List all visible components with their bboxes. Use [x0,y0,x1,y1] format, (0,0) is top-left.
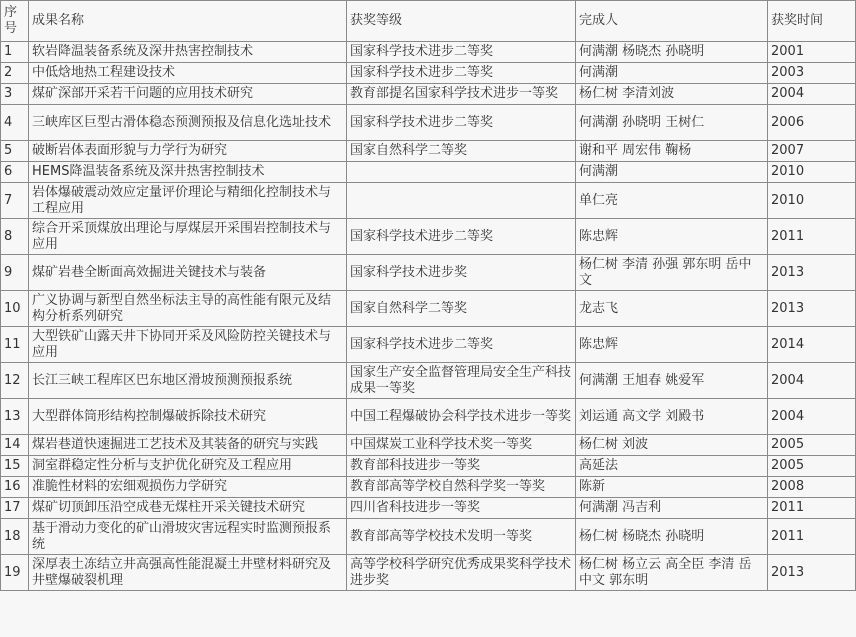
cell-name: 岩体爆破震动效应定量评价理论与精细化控制技术与工程应用 [29,183,347,219]
cell-year: 2001 [768,42,856,63]
cell-level: 中国工程爆破协会科学技术进步一等奖 [347,399,576,435]
cell-people: 何满潮 杨晓杰 孙晓明 [576,42,768,63]
cell-year: 2004 [768,399,856,435]
cell-people: 杨仁树 杨立云 高全臣 李清 岳中文 郭东明 [576,555,768,591]
cell-level: 国家科学技术进步二等奖 [347,327,576,363]
cell-no: 5 [1,141,29,162]
cell-people: 刘运通 高文学 刘殿书 [576,399,768,435]
cell-no: 7 [1,183,29,219]
cell-level: 教育部提名国家科学技术进步一等奖 [347,84,576,105]
cell-name: 基于滑动力变化的矿山滑坡灾害远程实时监测预报系统 [29,519,347,555]
cell-name: 煤岩巷道快速掘进工艺技术及其装备的研究与实践 [29,435,347,456]
cell-level: 教育部高等学校技术发明一等奖 [347,519,576,555]
cell-year: 2003 [768,63,856,84]
header-level: 获奖等级 [347,1,576,42]
cell-level [347,183,576,219]
cell-year: 2008 [768,477,856,498]
cell-year: 2006 [768,105,856,141]
cell-people: 杨仁树 刘波 [576,435,768,456]
cell-no: 16 [1,477,29,498]
cell-no: 17 [1,498,29,519]
cell-people: 杨仁树 杨晓杰 孙晓明 [576,519,768,555]
cell-year: 2014 [768,327,856,363]
cell-name: 中低焓地热工程建设技术 [29,63,347,84]
table-row [1,555,856,591]
cell-no: 11 [1,327,29,363]
table-row [1,399,856,435]
cell-level: 国家自然科学二等奖 [347,141,576,162]
table-row [1,519,856,555]
table-row [1,456,856,477]
cell-year: 2013 [768,255,856,291]
cell-year: 2011 [768,219,856,255]
table-header-row [1,1,856,42]
header-no: 序号 [1,1,29,42]
cell-year: 2010 [768,183,856,219]
table-row [1,363,856,399]
table-row [1,162,856,183]
cell-no: 19 [1,555,29,591]
cell-level: 国家科学技术进步奖 [347,255,576,291]
table-row [1,63,856,84]
cell-level: 国家科学技术进步二等奖 [347,63,576,84]
cell-level: 高等学校科学研究优秀成果奖科学技术进步奖 [347,555,576,591]
cell-year: 2013 [768,291,856,327]
header-people: 完成人 [576,1,768,42]
cell-people: 何满潮 冯吉利 [576,498,768,519]
cell-name: 洞室群稳定性分析与支护优化研究及工程应用 [29,456,347,477]
cell-name: 三峡库区巨型古滑体稳态预测预报及信息化选址技术 [29,105,347,141]
cell-name: 破断岩体表面形貌与力学行为研究 [29,141,347,162]
cell-no: 15 [1,456,29,477]
cell-name: 软岩降温装备系统及深井热害控制技术 [29,42,347,63]
header-year: 获奖时间 [768,1,856,42]
cell-name: 大型群体筒形结构控制爆破拆除技术研究 [29,399,347,435]
cell-level: 国家科学技术进步二等奖 [347,42,576,63]
cell-no: 4 [1,105,29,141]
cell-level: 国家科学技术进步二等奖 [347,105,576,141]
cell-year: 2010 [768,162,856,183]
cell-people: 陈新 [576,477,768,498]
cell-people: 何满潮 王旭春 姚爱军 [576,363,768,399]
cell-level: 国家科学技术进步二等奖 [347,219,576,255]
cell-people: 何满潮 [576,63,768,84]
cell-level [347,162,576,183]
table-row [1,84,856,105]
cell-year: 2007 [768,141,856,162]
cell-name: 大型铁矿山露天井下协同开采及风险防控关键技术与应用 [29,327,347,363]
table-row [1,183,856,219]
cell-year: 2005 [768,435,856,456]
cell-name: 煤矿切顶卸压沿空成巷无煤柱开采关键技术研究 [29,498,347,519]
cell-level: 四川省科技进步一等奖 [347,498,576,519]
cell-no: 13 [1,399,29,435]
table-row [1,498,856,519]
header-name: 成果名称 [29,1,347,42]
table-row [1,291,856,327]
cell-no: 8 [1,219,29,255]
table-row [1,327,856,363]
cell-no: 18 [1,519,29,555]
table-row [1,141,856,162]
cell-year: 2011 [768,519,856,555]
cell-people: 何满潮 孙晓明 王树仁 [576,105,768,141]
cell-year: 2011 [768,498,856,519]
cell-name: 煤矿岩巷全断面高效掘进关键技术与装备 [29,255,347,291]
cell-level: 教育部高等学校自然科学奖一等奖 [347,477,576,498]
cell-people: 龙志飞 [576,291,768,327]
cell-no: 10 [1,291,29,327]
table-row [1,255,856,291]
cell-people: 谢和平 周宏伟 鞠杨 [576,141,768,162]
cell-year: 2013 [768,555,856,591]
cell-level: 国家生产安全监督管理局安全生产科技成果一等奖 [347,363,576,399]
cell-level: 教育部科技进步一等奖 [347,456,576,477]
cell-level: 中国煤炭工业科学技术奖一等奖 [347,435,576,456]
cell-level: 国家自然科学二等奖 [347,291,576,327]
cell-people: 高延法 [576,456,768,477]
cell-people: 陈忠辉 [576,219,768,255]
cell-people: 杨仁树 李清刘波 [576,84,768,105]
cell-name: 综合开采顶煤放出理论与厚煤层开采围岩控制技术与应用 [29,219,347,255]
cell-name: 广义协调与新型自然坐标法主导的高性能有限元及结构分析系列研究 [29,291,347,327]
table-row [1,105,856,141]
table-row [1,219,856,255]
cell-no: 12 [1,363,29,399]
cell-people: 陈忠辉 [576,327,768,363]
cell-name: HEMS降温装备系统及深井热害控制技术 [29,162,347,183]
cell-name: 深厚表土冻结立井高强高性能混凝土井壁材料研究及井壁爆破裂机理 [29,555,347,591]
cell-people: 单仁亮 [576,183,768,219]
cell-people: 杨仁树 李清 孙强 郭东明 岳中文 [576,255,768,291]
cell-no: 3 [1,84,29,105]
table-row [1,435,856,456]
cell-name: 煤矿深部开采若干问题的应用技术研究 [29,84,347,105]
cell-year: 2004 [768,363,856,399]
table-row [1,477,856,498]
cell-year: 2005 [768,456,856,477]
cell-no: 14 [1,435,29,456]
cell-name: 准脆性材料的宏细观损伤力学研究 [29,477,347,498]
cell-year: 2004 [768,84,856,105]
cell-name: 长江三峡工程库区巴东地区滑坡预测预报系统 [29,363,347,399]
cell-no: 2 [1,63,29,84]
cell-no: 6 [1,162,29,183]
table-row [1,42,856,63]
cell-no: 9 [1,255,29,291]
cell-no: 1 [1,42,29,63]
cell-people: 何满潮 [576,162,768,183]
